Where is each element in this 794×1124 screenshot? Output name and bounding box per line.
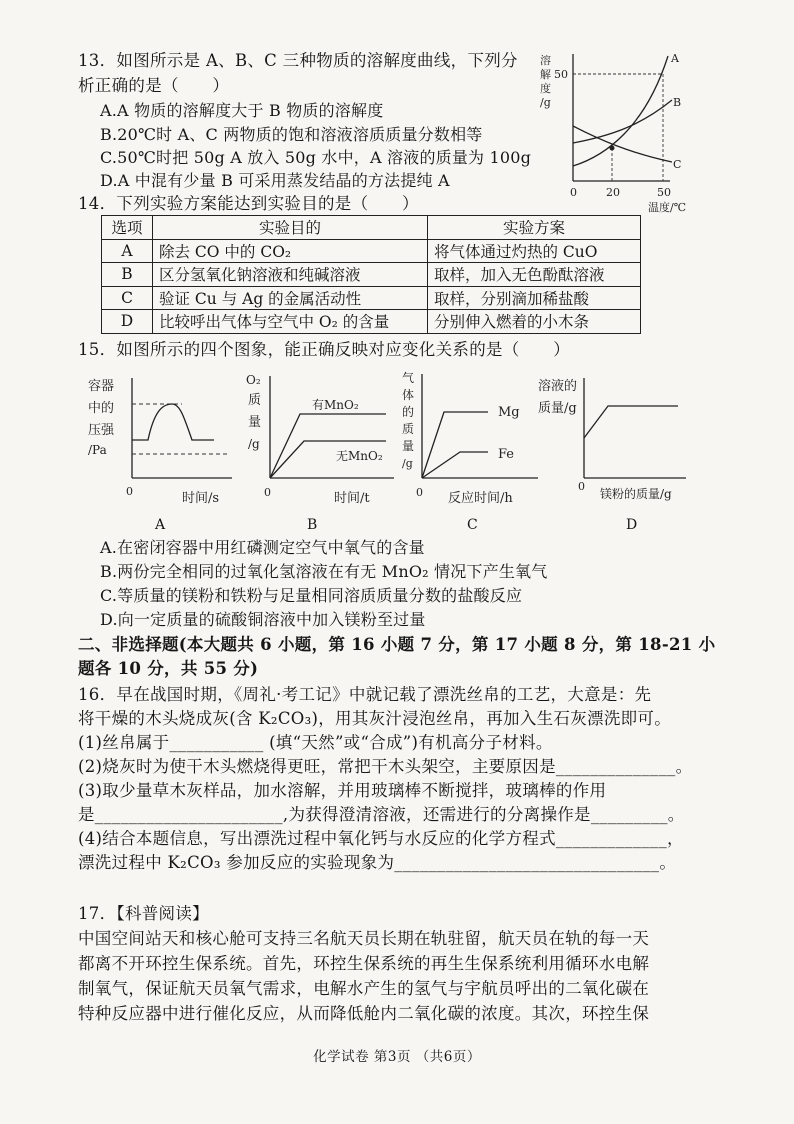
table-cell-plan: 取样，分别滴加稀盐酸 <box>428 286 641 310</box>
q13-x-tick-20: 20 <box>606 186 620 199</box>
table-cell-plan: 将气体通过灼热的 CuO <box>428 239 641 263</box>
q17-paragraph-line4: 特种反应器中进行催化反应，从而降低舱内二氧化碳的浓度。其次，环控生保 <box>78 1004 650 1023</box>
table-header-row <box>102 216 641 240</box>
q15-option-d: D.向一定质量的硫酸铜溶液中加入镁粉至过量 <box>100 610 426 629</box>
q13-ylabel-char-4: /g <box>540 96 551 109</box>
graph-c-caption: C <box>467 517 478 533</box>
table-cell-purpose: 除去 CO 中的 CO₂ <box>153 239 428 263</box>
graph-a-xlabel: 时间/s <box>182 491 220 506</box>
q13-ylabel-char-3: 度 <box>540 82 551 95</box>
graph-d-xlabel: 镁粉的质量/g <box>600 487 672 501</box>
graph-b-xlabel: 时间/t <box>334 491 370 506</box>
graph-c-curve-mg <box>422 412 488 478</box>
q15-option-c: C.等质量的镁粉和铁粉与足量相同溶质质量分数的盐酸反应 <box>100 586 523 605</box>
q16-intro-line1: 16．早在战国时期，《周礼·考工记》中就记载了漂洗丝帛的工艺，大意是：先 <box>78 685 652 704</box>
q15-option-a: A.在密闭容器中用红磷测定空气中氧气的含量 <box>100 538 425 557</box>
q16-part4-line1: (4)结合本题信息，写出漂洗过程中氧化钙与水反应的化学方程式_____________， <box>78 829 684 848</box>
q15-graph-c <box>398 368 548 507</box>
graph-c-ylabel-4: 质 <box>402 422 415 436</box>
section-2-heading-line1: 二、非选择题(本大题共 6 小题，第 16 小题 7 分，第 17 小题 8 分，第 18-21 小 <box>78 635 716 654</box>
q13-intersection-point <box>610 146 615 151</box>
table-cell-purpose: 比较呼出气体与空气中 O₂ 的含量 <box>153 310 428 334</box>
graph-c-ylabel-3: 的 <box>402 405 415 419</box>
table-row <box>102 239 641 263</box>
graph-a-ylabel-4: /Pa <box>88 443 107 457</box>
table-cell-option: B <box>102 263 153 287</box>
q17-paragraph-line3: 制氧气，保证航天员氧气需求，电解水产生的氢气与宇航员呼出的二氧化碳在 <box>78 979 650 998</box>
graph-b-ylabel-3: 量 <box>248 415 262 430</box>
graph-a-curve <box>132 404 214 440</box>
table-row <box>102 286 641 310</box>
q13-x-tick-50: 50 <box>657 186 671 199</box>
q13-option-c: C.50℃时把 50g A 放入 50g 水中，A 溶液的质量为 100g <box>100 148 532 167</box>
graph-b-ylabel-2: 质 <box>248 393 262 408</box>
q13-label-b: B <box>673 96 682 109</box>
q13-option-a: A.A 物质的溶解度大于 B 物质的溶解度 <box>100 101 384 120</box>
table-cell-purpose: 区分氢氧化钠溶液和纯碱溶液 <box>153 263 428 287</box>
q15-stem: 15．如图所示的四个图象，能正确反映对应变化关系的是（ ） <box>78 340 570 359</box>
q16-intro-line2: 将干燥的木头烧成灰(含 K₂CO₃)，用其灰汁浸泡丝帛，再加入生石灰漂洗即可。 <box>78 709 672 728</box>
table-cell-plan: 取样，加入无色酚酞溶液 <box>428 263 641 287</box>
table-cell-plan: 分别伸入燃着的小木条 <box>428 310 641 334</box>
q15-graph-b <box>244 368 404 507</box>
graph-d-ylabel-1: 溶液的 <box>538 379 578 394</box>
graph-d-caption: D <box>626 517 638 533</box>
graph-d-ylabel-2: 质量/g <box>538 401 577 416</box>
q16-part4-line2: 漂洗过程中 K₂CO₃ 参加反应的实验现象为_______________________________。 <box>78 853 677 872</box>
q13-curve-c <box>573 126 672 162</box>
q16-part2: (2)烧灰时为使干木头燃烧得更旺，常把干木头架空，主要原因是______________。 <box>78 757 693 776</box>
table-cell-purpose: 验证 Cu 与 Ag 的金属活动性 <box>153 286 428 310</box>
table-header-purpose: 实验目的 <box>153 216 428 240</box>
graph-b-label-lower: 无MnO₂ <box>336 449 383 463</box>
q13-ylabel-char-2: 解 <box>540 68 551 81</box>
q15-option-b: B.两份完全相同的过氧化氢溶液在有无 MnO₂ 情况下产生氧气 <box>100 562 548 581</box>
q13-xlabel: 温度/℃ <box>648 201 687 214</box>
graph-a-ylabel-2: 中的 <box>88 401 115 416</box>
q13-stem-line1: 13．如图所示是 A、B、C 三种物质的溶解度曲线，下列分 <box>78 51 518 70</box>
q13-option-d: D.A 中混有少量 B 可采用蒸发结晶的方法提纯 A <box>100 171 450 190</box>
table-row <box>102 310 641 334</box>
table-header-option: 选项 <box>102 216 153 240</box>
table-cell-option: C <box>102 286 153 310</box>
q13-x-tick-0: 0 <box>570 186 577 199</box>
q15-graph-d <box>536 372 694 507</box>
q13-stem-line2: 析正确的是（ ） <box>78 76 230 95</box>
graph-c-origin: 0 <box>416 486 423 499</box>
q16-part3-line2: 是______________________,为获得澄清溶液，还需进行的分离操作是_________。 <box>78 805 685 824</box>
graph-b-origin: 0 <box>264 486 271 499</box>
graph-b-label-upper: 有MnO₂ <box>312 398 359 412</box>
graph-c-xlabel: 反应时间/h <box>448 491 513 506</box>
section-2-heading-line2: 题各 10 分，共 55 分) <box>78 659 259 678</box>
q17-title: 17．【科普阅读】 <box>78 904 209 923</box>
graph-a-ylabel-3: 压强 <box>88 423 115 438</box>
graph-b-caption: B <box>307 517 318 533</box>
graph-a-origin: 0 <box>126 485 133 498</box>
q13-label-c: C <box>673 158 682 171</box>
graph-b-ylabel-1: O₂ <box>246 373 261 387</box>
q13-curve-a <box>573 56 668 166</box>
graph-c-ylabel-6: /g <box>402 457 413 470</box>
graph-a-ylabel-1: 容器 <box>88 379 115 394</box>
q14-stem: 14．下列实验方案能达到实验目的是（ ） <box>78 194 419 213</box>
graph-b-ylabel-4: /g <box>248 437 260 451</box>
q17-paragraph-line1: 中国空间站天和核心舱可支持三名航天员长期在轨驻留，航天员在轨的每一天 <box>78 929 650 948</box>
graph-c-ylabel-1: 气 <box>402 371 415 385</box>
q13-y-tick-50: 50 <box>554 68 568 81</box>
graph-c-ylabel-5: 量 <box>402 439 415 453</box>
graph-d-origin: 0 <box>578 480 585 493</box>
q13-option-b: B.20℃时 A、C 两物质的饱和溶液溶质质量分数相等 <box>100 125 483 144</box>
graph-d-curve <box>584 406 678 438</box>
q16-part1: (1)丝帛属于___________ (填“天然”或“合成”)有机高分子材料。 <box>78 733 553 752</box>
q14-experiment-table <box>101 215 641 334</box>
q16-part3-line1: (3)取少量草木灰样品，加水溶解，并用玻璃棒不断搅拌，玻璃棒的作用 <box>78 781 607 800</box>
graph-c-curve-fe <box>422 452 488 478</box>
table-cell-option: A <box>102 239 153 263</box>
table-row <box>102 263 641 287</box>
graph-c-ylabel-2: 体 <box>402 388 415 402</box>
q13-label-a: A <box>671 52 679 65</box>
graph-a-caption: A <box>155 517 166 533</box>
q17-paragraph-line2: 都离不开环控生保系统。首先，环控生保系统的再生生保系统利用循环水电解 <box>78 954 650 973</box>
graph-c-label-fe: Fe <box>498 447 515 462</box>
graph-c-label-mg: Mg <box>498 405 520 420</box>
q15-graph-a <box>82 372 242 507</box>
q13-ylabel-char-1: 溶 <box>540 54 551 67</box>
table-cell-option: D <box>102 310 153 334</box>
page-footer: 化学试卷 第3页 （共6页） <box>313 1049 481 1065</box>
q13-solubility-graph <box>530 48 700 216</box>
graph-b-curve-upper <box>270 414 386 478</box>
table-header-plan: 实验方案 <box>428 216 641 240</box>
